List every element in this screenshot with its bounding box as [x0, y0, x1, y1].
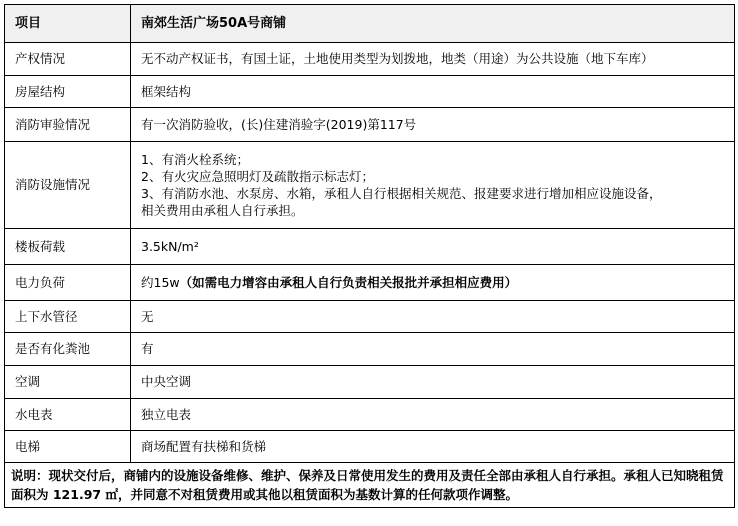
table-row — [5, 229, 735, 265]
note-text: 说明：现状交付后，商铺内的设施设备维修、维护、保养及日常使用发生的费用及责任全部由承租人自行承担。承租人已知晓租赁面积为 121.97 ㎡，并同意不对租赁费用或其他以租赁面积为基数计算的任何款项作调整。 — [5, 463, 735, 508]
row-label: 消防设施情况 — [5, 142, 131, 229]
property-info-table — [4, 4, 735, 508]
table-row — [5, 301, 735, 333]
row-value: 独立电表 — [131, 399, 735, 431]
row-value: 3.5kN/m² — [131, 229, 735, 265]
table-row — [5, 108, 735, 142]
row-label: 电梯 — [5, 431, 131, 463]
row-label: 空调 — [5, 366, 131, 399]
row-label: 是否有化粪池 — [5, 333, 131, 366]
table-row — [5, 265, 735, 301]
row-value-multiline — [131, 142, 735, 229]
table-row — [5, 333, 735, 366]
row-label: 水电表 — [5, 399, 131, 431]
row-value: 无不动产权证书，有国土证，土地使用类型为划拨地，地类（用途）为公共设施（地下车库） — [131, 43, 735, 76]
row-value: 商场配置有扶梯和货梯 — [131, 431, 735, 463]
row-value: 有一次消防验收，(长)住建消验字(2019)第117号 — [131, 108, 735, 142]
header-label: 项目 — [5, 5, 131, 43]
table-header-row — [5, 5, 735, 43]
facility-line: 1、有消火栓系统； — [141, 152, 249, 167]
row-label: 房屋结构 — [5, 76, 131, 108]
table-row — [5, 366, 735, 399]
note-row — [5, 463, 735, 508]
power-value: 约15w — [141, 274, 180, 290]
table-row — [5, 431, 735, 463]
table-row — [5, 76, 735, 108]
row-value: 有 — [131, 333, 735, 366]
row-value: 中央空调 — [131, 366, 735, 399]
table-row — [5, 43, 735, 76]
facility-line: 3、有消防水池、水泵房、水箱，承租人自行根据相关规范、报建要求进行增加相应设施设备， — [141, 186, 662, 201]
table-row — [5, 399, 735, 431]
row-value: 框架结构 — [131, 76, 735, 108]
row-label: 楼板荷载 — [5, 229, 131, 265]
row-label: 上下水管径 — [5, 301, 131, 333]
row-label: 产权情况 — [5, 43, 131, 76]
table-row — [5, 142, 735, 229]
row-label: 电力负荷 — [5, 265, 131, 301]
facility-line: 2、有火灾应急照明灯及疏散指示标志灯； — [141, 169, 374, 184]
facility-line: 相关费用由承租人自行承担。 — [141, 203, 304, 218]
row-value — [131, 265, 735, 301]
header-value: 南郊生活广场50A号商铺 — [131, 5, 735, 43]
power-note: （如需电力增容由承租人自行负责相关报批并承担相应费用） — [179, 274, 518, 290]
row-label: 消防审验情况 — [5, 108, 131, 142]
row-value: 无 — [131, 301, 735, 333]
